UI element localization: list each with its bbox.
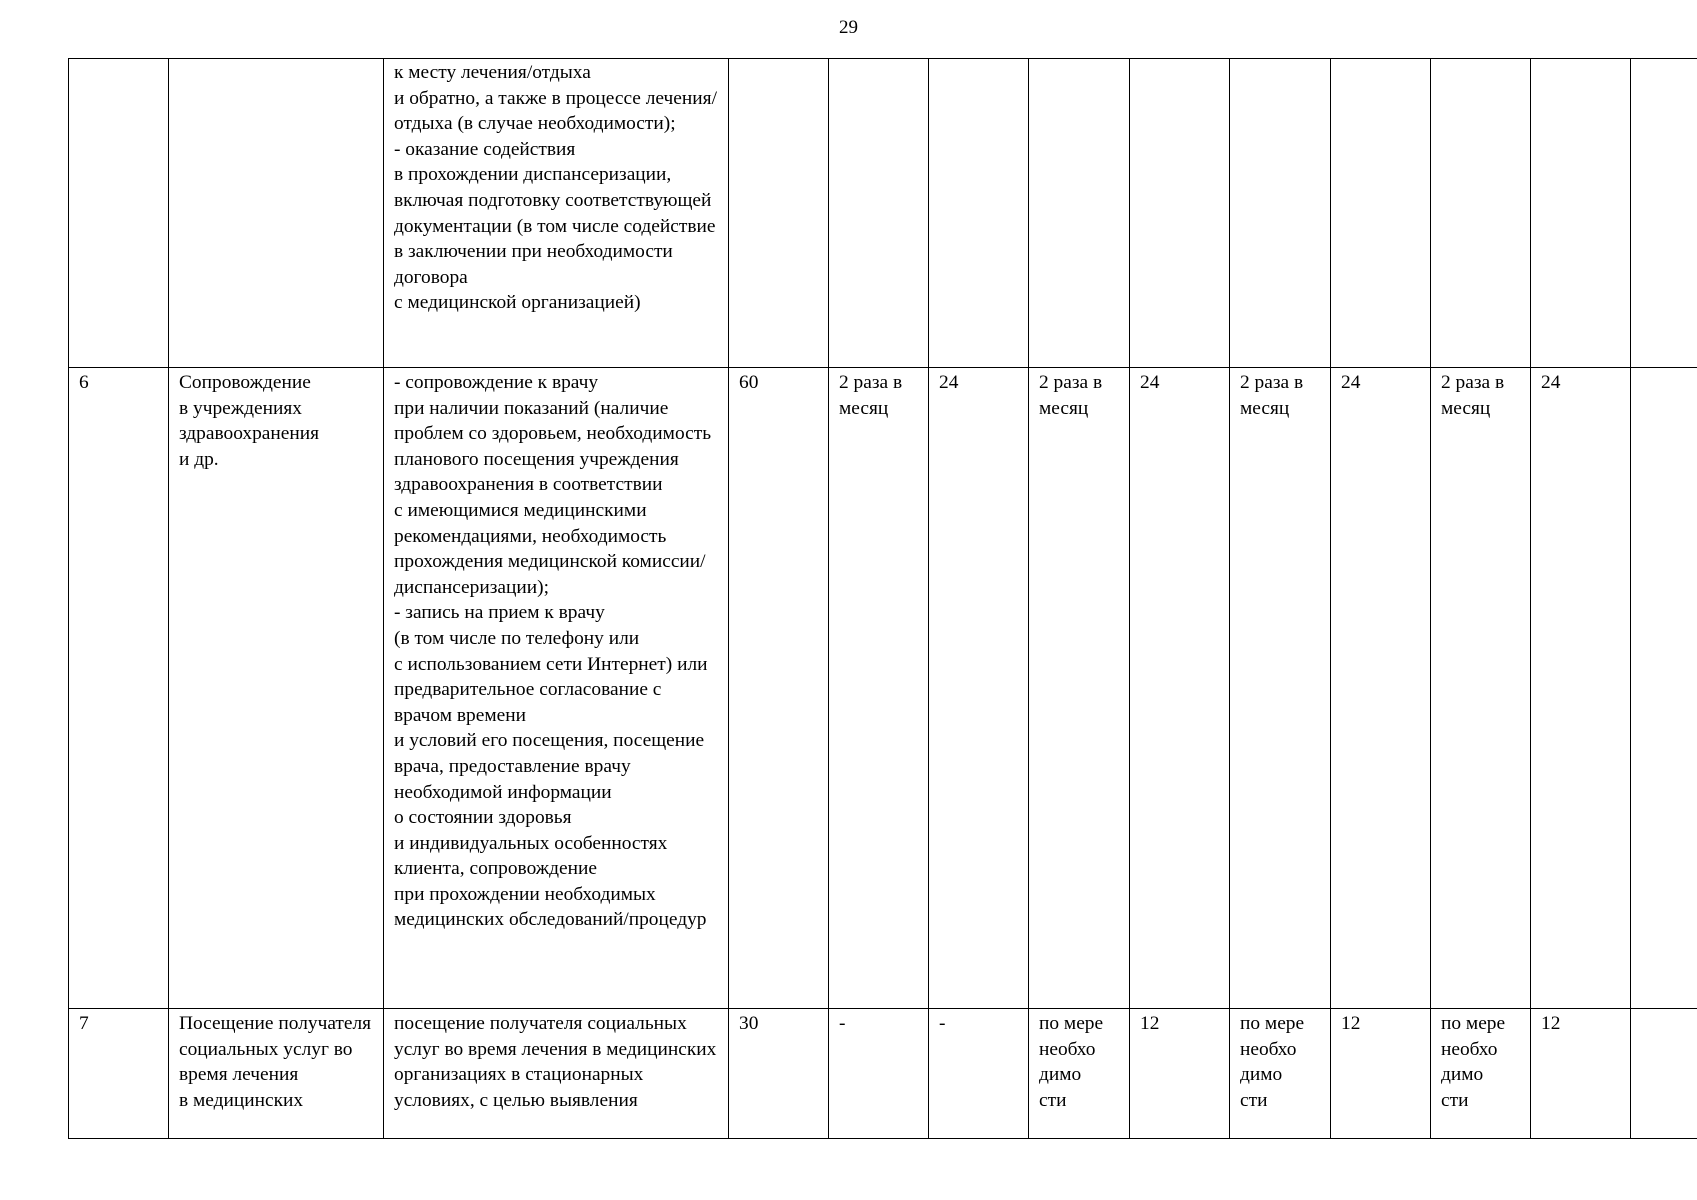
cell-period1-count: 24 xyxy=(929,368,1029,1009)
table-row xyxy=(69,1009,1697,1139)
cell-volume: 30 xyxy=(729,1009,829,1139)
cell-period1-frequency: 2 раза в месяц xyxy=(829,368,929,1009)
cell-period2-count: 24 xyxy=(1130,368,1230,1009)
cell-period2-frequency: 2 раза в месяц xyxy=(1029,368,1130,1009)
table-row xyxy=(69,59,1697,368)
cell-volume xyxy=(729,59,829,368)
cell-period4-count: 24 xyxy=(1531,368,1631,1009)
cell-service-name xyxy=(169,59,384,368)
cell-period3-frequency: 2 раза в месяц xyxy=(1230,368,1331,1009)
cell-period1-count: - xyxy=(929,1009,1029,1139)
cell-description: - сопровождение к врачу при наличии показаний (наличие проблем со здоровьем, необходимость планового посещения учреждения здравоохранения в соответствии с имеющимися медицинскими рекомендациями, необходимость прохождения медицинской комиссии/ диспансеризации); - запись на прием к врачу (в том числе по телефону или с использованием сети Интернет) или предварительное согласование с врачом времени и условий его посещения, посещение врача, предоставление врачу необходимой информации о состоянии здоровья и индивидуальных особенностях клиента, сопровождение при прохождении необходимых медицинских обследований/процедур xyxy=(384,368,729,1009)
cell-period2-frequency xyxy=(1029,59,1130,368)
cell-service-name: Сопровождение в учреждениях здравоохранения и др. xyxy=(169,368,384,1009)
cell-period4-frequency: 2 раза в месяц xyxy=(1431,368,1531,1009)
cell-period3-count: 24 xyxy=(1331,368,1431,1009)
cell-period1-count xyxy=(929,59,1029,368)
cell-description: к месту лечения/отдыха и обратно, а также в процессе лечения/отдыха (в случае необходимости); - оказание содействия в прохождении диспансеризации, включая подготовку соответствующей документации (в том числе содействие в заключении при необходимости договора с медицинской организацией) xyxy=(384,59,729,368)
cell-period2-count: 12 xyxy=(1130,1009,1230,1139)
cell-period2-count xyxy=(1130,59,1230,368)
cell-period3-count: 12 xyxy=(1331,1009,1431,1139)
cell-number xyxy=(69,59,169,368)
cell-period4-frequency: по мере необхо димо сти xyxy=(1431,1009,1531,1139)
cell-period1-frequency xyxy=(829,59,929,368)
cell-number: 7 xyxy=(69,1009,169,1139)
page-number: 29 xyxy=(839,17,858,38)
cell-number: 6 xyxy=(69,368,169,1009)
cell-volume: 60 xyxy=(729,368,829,1009)
cell-period3-frequency xyxy=(1230,59,1331,368)
cell-period2-frequency: по мере необхо димо сти xyxy=(1029,1009,1130,1139)
services-table xyxy=(68,58,1697,1139)
cell-description: посещение получателя социальных услуг во время лечения в медицинских организациях в стационарных условиях, с целью выявления xyxy=(384,1009,729,1139)
cell-period4-frequency xyxy=(1431,59,1531,368)
cell-period1-frequency: - xyxy=(829,1009,929,1139)
cell-service-name: Посещение получателя социальных услуг во время лечения в медицинских xyxy=(169,1009,384,1139)
cell-extra xyxy=(1631,1009,1697,1139)
cell-extra xyxy=(1631,368,1697,1009)
cell-period3-count xyxy=(1331,59,1431,368)
cell-period4-count: 12 xyxy=(1531,1009,1631,1139)
cell-period3-frequency: по мере необхо димо сти xyxy=(1230,1009,1331,1139)
cell-period4-count xyxy=(1531,59,1631,368)
table-row xyxy=(69,368,1697,1009)
cell-extra xyxy=(1631,59,1697,368)
